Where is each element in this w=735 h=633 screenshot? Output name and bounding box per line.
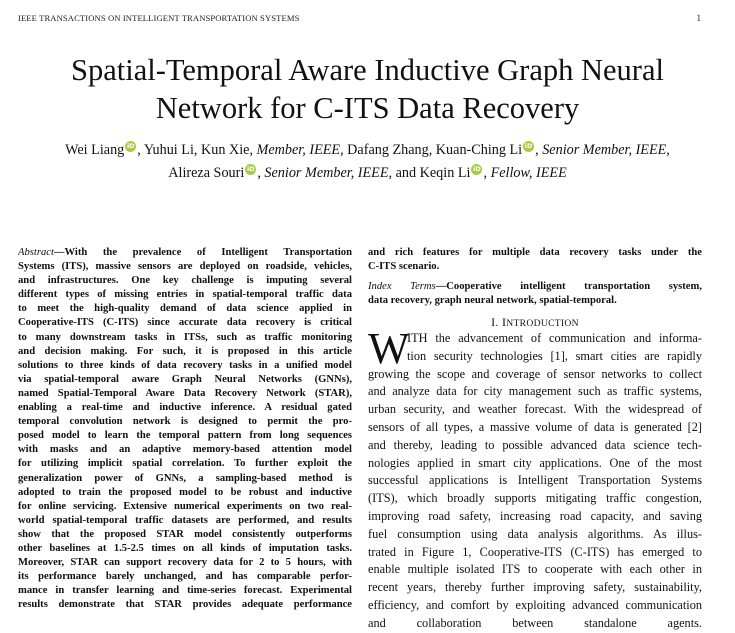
body-line: growing the scope and coverage of sensor networks to collect — [368, 366, 702, 381]
abstract-line: for online servicing. Extensive numerical experiments on two real- — [18, 500, 352, 512]
index-terms-dash: — — [435, 281, 447, 292]
abstract-line: results demonstrate that STAR provides adequate performance — [18, 599, 352, 611]
abstract-dash: — — [53, 247, 65, 258]
author-alireza-souri[interactable]: Alireza Souri — [168, 165, 245, 181]
body-line: nologies applied in smart city applications. One of the most — [368, 455, 702, 470]
drop-cap: W — [368, 324, 410, 373]
body-line — [368, 330, 702, 348]
author-role-member: Member, IEEE — [256, 142, 341, 158]
title-line-2: Network for C-ITS Data Recovery — [155, 91, 580, 125]
orcid-icon[interactable]: iD — [473, 165, 481, 174]
orcid-icon[interactable]: iD — [126, 142, 135, 151]
introduction-body — [368, 324, 702, 633]
abstract-line: and rich features for multiple data recovery tasks under the — [368, 247, 702, 258]
separator: , — [257, 165, 265, 181]
body-line: tion security technologies [1], smart cities are rapidly — [407, 348, 702, 363]
body-text: the advancement of communication and informa- — [427, 331, 702, 345]
body-line: fuel consumption using data analysis algorithms. As illus- — [368, 526, 702, 541]
abstract-line: other baselines at 1.5-2.5 times on all kinds of imputation tasks. — [18, 542, 352, 554]
section-title-rest: NTRODUCTION — [506, 318, 579, 329]
abstract-line: mance in transfer learning and time-series forecast. Experimental — [18, 585, 352, 597]
body-line: recent years, thereby further improving safety, sustainability, — [368, 580, 702, 595]
abstract-line: Systems (ITS), massive sensors are deployed on roadside, vehicles, — [18, 261, 352, 273]
abstract-line: show that the proposed STAR model consistently outperforms — [18, 528, 352, 540]
abstract-line: adopted to train the proposed model to be robust and inductive — [18, 486, 352, 498]
section-first-letter: I — [502, 315, 507, 329]
index-terms — [368, 280, 702, 308]
separator: , — [483, 165, 491, 181]
page-number: 1 — [696, 13, 701, 23]
abstract-text: With the prevalence of Intelligent Transportation — [64, 247, 352, 258]
abstract-line: named Spatial-Temporal Aware Data Recovery Network (STAR), — [18, 387, 352, 399]
abstract-line: Cooperative-ITS (C-ITS) since accurate data recovery is critical — [18, 317, 352, 329]
index-terms-text: Cooperative intelligent transportation system, — [446, 281, 702, 292]
abstract-line: to meet the high-quality demand of data science applied in — [18, 303, 352, 315]
abstract-line: generalization power of GNNs, a sampling-based method is — [18, 472, 352, 484]
abstract-line: and decision making. For such, it is proposed in this article — [18, 345, 352, 357]
body-line: and analyze data for city management such as traffic systems, — [368, 384, 702, 399]
body-line: and collaboration between standalone agents. — [368, 615, 702, 630]
abstract-line: solutions to three kinds of data recovery tasks in a unified model — [18, 359, 352, 371]
running-head: IEEE TRANSACTIONS ON INTELLIGENT TRANSPORTATION SYSTEMS — [18, 13, 300, 23]
body-line: sensors of all types, a massive volume of data is generated [2] — [368, 419, 702, 434]
author-role-fellow: Fellow, IEEE — [490, 165, 567, 181]
title-line-1: Spatial-Temporal Aware Inductive Graph Neural — [71, 53, 664, 87]
abstract-line: its performance barely unchanged, and has comparable perfor- — [18, 571, 352, 583]
abstract-line: world spatial-temporal traffic datasets are performed, and results — [18, 514, 352, 526]
abstract-line: C-ITS scenario. — [368, 261, 440, 273]
body-line: successful applications is Intelligent Transportation Systems — [368, 473, 702, 488]
index-terms-line — [368, 280, 702, 294]
body-line: trated in Figure 1, Cooperative-ITS (C-ITS) has emerged to — [368, 544, 702, 559]
separator: , — [535, 142, 543, 158]
orcid-icon[interactable]: iD — [247, 165, 255, 174]
body-line: and thereby, leading to possible advanced data science tech- — [368, 437, 702, 452]
body-line: enable multiple isolated ITS to cooperate with each other in — [368, 562, 702, 577]
abstract-line: different types of missing entries in spatial-temporal traffic data — [18, 289, 352, 301]
author-role-senior-member: Senior Member, IEEE, — [542, 142, 670, 158]
paper-title — [0, 51, 735, 127]
orcid-icon[interactable]: iD — [524, 142, 533, 151]
abstract-label: Abstract — [18, 247, 54, 258]
abstract-line: temporal convolution network is designed to permit the pro- — [18, 416, 352, 428]
abstract-line: with masks and an adaptive memory-based attention model — [18, 444, 352, 456]
abstract-line: via spatial-temporal aware Graph Neural Networks (GNNs), — [18, 373, 352, 385]
abstract-line: for utilizing implicit spatial correlation. To further exploit the — [18, 458, 352, 470]
body-first-word: ITH — [407, 331, 428, 345]
author-list — [0, 139, 735, 185]
body-line: improving road safety, increasing road capacity, and saving — [368, 508, 702, 523]
body-line: efficiency, and comfort by exploiting advanced communication — [368, 597, 702, 612]
author-text-3: , Dafang Zhang, Kuan-Ching Li — [340, 142, 523, 158]
abstract-line: enabling a real-time and inductive inference. A residual gated — [18, 402, 352, 414]
author-line-2 — [0, 162, 735, 185]
author-wei-liang[interactable]: Wei Liang — [65, 142, 125, 158]
body-line: urban security, and weather forecast. With the widespread of — [368, 402, 702, 417]
index-terms-line: data recovery, graph neural network, spatial-temporal. — [368, 295, 617, 307]
abstract-line: and infrastructures. One key challenge is imputing several — [18, 275, 352, 287]
abstract-line: Moreover, STAR can support recovery data for 2 to 5 hours, with — [18, 557, 352, 569]
abstract-continuation — [368, 246, 702, 274]
abstract — [18, 246, 352, 612]
section-numeral: I. — [491, 315, 502, 329]
abstract-line: to many downstream tasks in ITSs, such as traffic monitoring — [18, 331, 352, 343]
index-terms-label: Index Terms — [368, 281, 436, 292]
section-heading-introduction — [368, 315, 702, 330]
author-line-1 — [0, 139, 735, 162]
author-text-2: , Yuhui Li, Kun Xie, — [137, 142, 257, 158]
abstract-line — [18, 246, 352, 260]
abstract-line: posed model to learn the temporal pattern from long sequences — [18, 430, 352, 442]
body-line: (ITS), which broadly supports mitigating traffic congestion, — [368, 491, 702, 506]
author-keqin-li[interactable]: and Keqin Li — [392, 165, 471, 181]
author-role-senior-member-2: Senior Member, IEEE, — [264, 165, 393, 181]
